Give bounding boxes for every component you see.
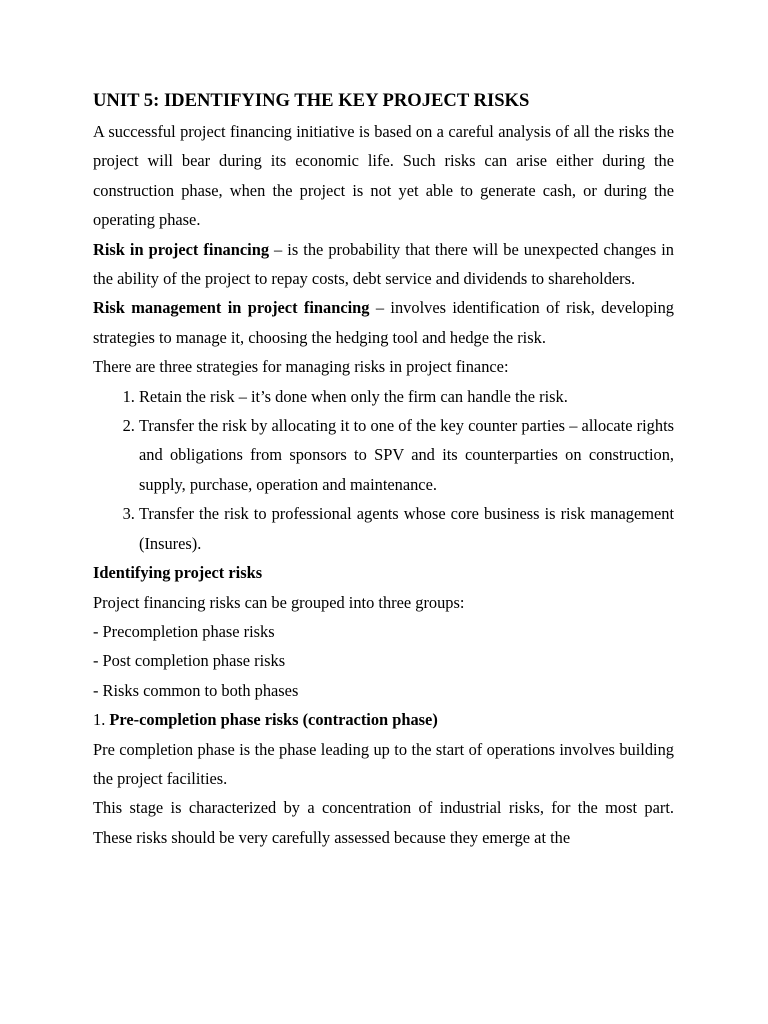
page-title: UNIT 5: IDENTIFYING THE KEY PROJECT RISKS xyxy=(93,90,530,111)
list-item: - Risks common to both phases xyxy=(93,680,299,700)
groups-intro: Project financing risks can be grouped into three groups: xyxy=(93,592,465,612)
risk-definition-paragraph xyxy=(93,235,674,294)
strategies-list xyxy=(93,382,674,558)
intro-paragraph: A successful project financing initiative is based on a careful analysis of all the risks the project will bear during its economic life. Such risks can arise either during the construction phase, when the project is not yet able to generate cash, or during the operating phase. xyxy=(93,122,674,230)
risk-management-term: Risk management in project financing xyxy=(93,298,370,318)
section1-paragraph-1: Pre completion phase is the phase leading up to the start of operations involves building the project facilities. xyxy=(93,739,674,788)
document-page xyxy=(93,86,674,852)
section1-heading: Pre-completion phase risks (contraction phase) xyxy=(109,710,438,730)
section1-number: 1. xyxy=(93,710,110,730)
list-item: 3. Transfer the risk to professional agents whose core business is risk management (Insures). xyxy=(139,499,674,558)
risk-definition-term: Risk in project financing xyxy=(93,239,270,259)
list-item: - Post completion phase risks xyxy=(93,651,286,671)
strategies-intro: There are three strategies for managing risks in project finance: xyxy=(93,357,509,377)
section1-heading-line xyxy=(93,705,674,734)
list-item: 2. Transfer the risk by allocating it to one of the key counter parties – allocate rights and obligations from sponsors to SPV and its counterparties on construction, supply, purchase, operation and maintenance. xyxy=(139,411,674,499)
list-item: - Precompletion phase risks xyxy=(93,621,275,641)
risk-management-paragraph xyxy=(93,293,674,352)
identifying-heading: Identifying project risks xyxy=(93,563,263,583)
risk-management-text: – involves identification of risk, developing strategies to manage it, choosing the hedging tool and hedge the risk. xyxy=(93,298,674,347)
list-item: 1. Retain the risk – it’s done when only the firm can handle the risk. xyxy=(139,382,674,411)
risk-definition-text: – is the probability that there will be unexpected changes in the ability of the project to repay costs, debt service and dividends to shareholders. xyxy=(93,239,675,289)
section1-paragraph-2: This stage is characterized by a concentration of industrial risks, for the most part. These risks should be very carefully assessed because they emerge at the xyxy=(93,798,674,847)
